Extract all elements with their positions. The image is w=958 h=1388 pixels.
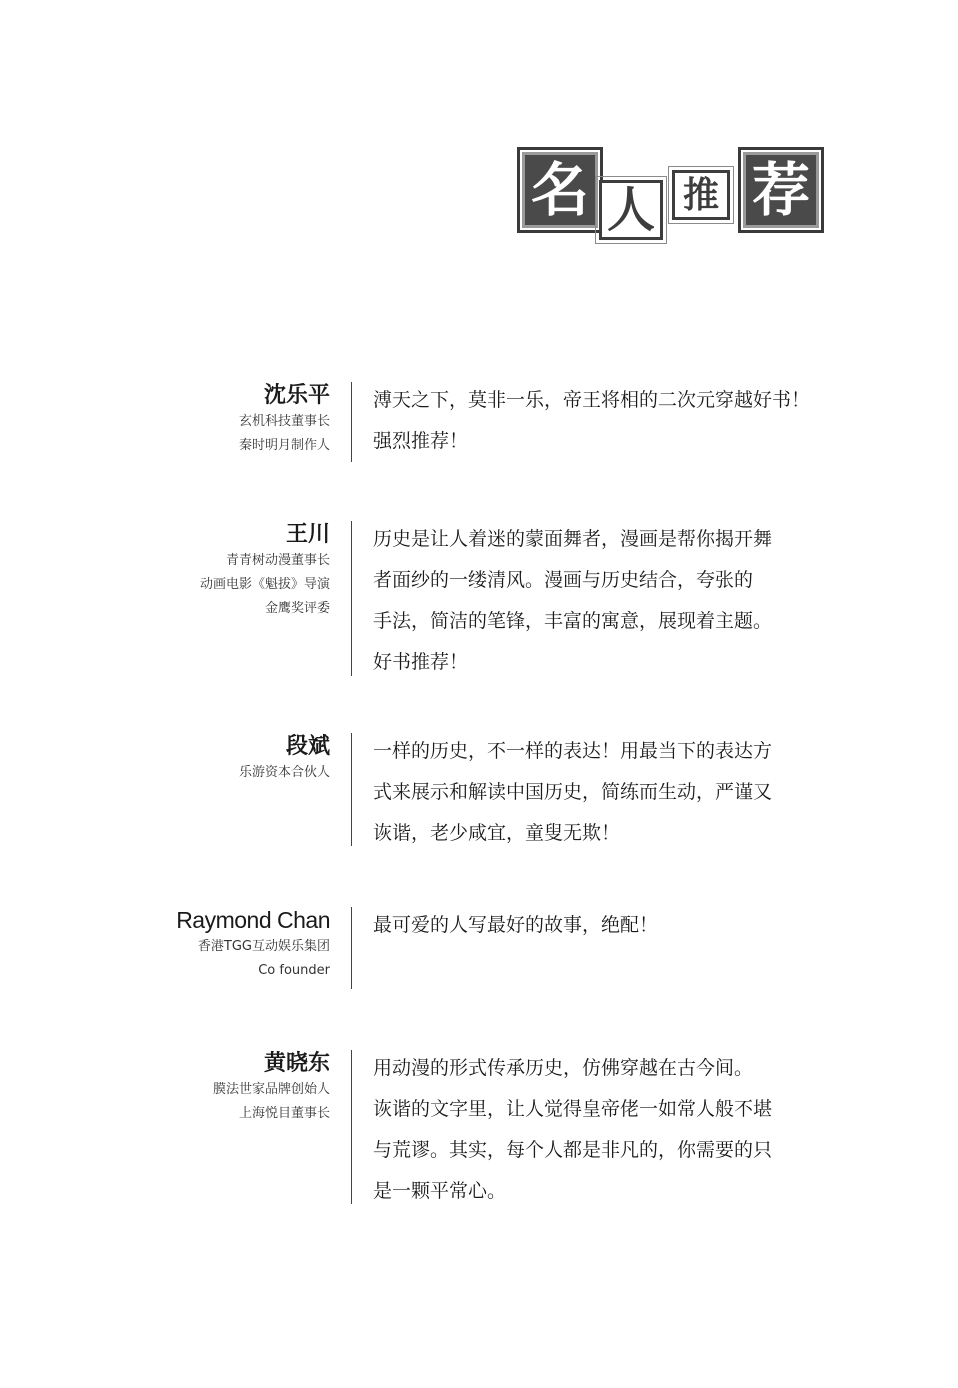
heading-char-3: 推 [682, 174, 719, 216]
vertical-divider [351, 1050, 352, 1204]
recommendation-quote [373, 1048, 833, 1212]
quote-line: 是一颗平常心。 [373, 1180, 507, 1202]
heading-seal-3 [672, 170, 730, 220]
recommender-info [90, 731, 330, 785]
recommender-title: 秦时明月制作人 [238, 438, 330, 453]
recommender-name: 沈乐平 [263, 382, 330, 408]
recommender-info [90, 905, 330, 983]
recommender-info [90, 1048, 330, 1126]
heading-seal-2 [599, 180, 663, 240]
recommender-title: 青青树动漫董事长 [225, 553, 330, 568]
vertical-divider [351, 521, 352, 676]
quote-line: 诙谐，老少咸宜，童叟无欺！ [373, 822, 621, 844]
recommendation-quote [373, 519, 833, 683]
recommender-title: 乐游资本合伙人 [238, 765, 330, 780]
recommender-info [90, 519, 330, 621]
quote-line: 好书推荐！ [373, 651, 469, 673]
quote-line: 溥天之下，莫非一乐，帝王将相的二次元穿越好书！ [373, 389, 811, 411]
recommender-title: Co founder [258, 963, 330, 978]
vertical-divider [351, 382, 352, 462]
quote-line: 历史是让人着迷的蒙面舞者，漫画是帮你揭开舞 [373, 528, 773, 550]
quote-line: 者面纱的一缕清风。漫画与历史结合，夸张的 [373, 569, 754, 591]
quote-line: 强烈推荐！ [373, 430, 469, 452]
recommendation-quote [373, 380, 833, 462]
recommender-title: 玄机科技董事长 [238, 414, 330, 429]
recommender-info [90, 380, 330, 458]
recommender-title: 金鹰奖评委 [264, 601, 330, 616]
heading-seal-4 [743, 152, 819, 228]
vertical-divider [351, 733, 352, 846]
heading-char-1: 名 [530, 156, 589, 224]
recommender-name: Raymond Chan [176, 907, 330, 933]
recommendation-quote [373, 731, 833, 854]
heading-char-2: 人 [606, 182, 655, 238]
recommender-title: 上海悦目董事长 [238, 1106, 330, 1121]
recommender-title: 香港TGG互动娱乐集团 [197, 939, 330, 954]
quote-line: 一样的历史，不一样的表达！用最当下的表达方 [373, 740, 773, 762]
quote-line: 式来展示和解读中国历史，简练而生动，严谨又 [373, 781, 773, 803]
recommender-name: 黄晓东 [263, 1050, 330, 1076]
recommender-name: 王川 [285, 521, 330, 547]
recommender-name: 段斌 [285, 733, 330, 759]
quote-line: 用动漫的形式传承历史，仿佛穿越在古今间。 [373, 1057, 754, 1079]
recommendation-quote [373, 905, 833, 946]
heading-char-4: 荐 [751, 156, 810, 224]
quote-line: 最可爱的人写最好的故事，绝配！ [373, 914, 659, 936]
page-heading [0, 0, 958, 260]
quote-line: 手法，简洁的笔锋，丰富的寓意，展现着主题。 [373, 610, 773, 632]
quote-line: 诙谐的文字里，让人觉得皇帝佬一如常人般不堪 [373, 1098, 773, 1120]
recommender-title: 动画电影《魁拔》导演 [199, 577, 330, 592]
quote-line: 与荒谬。其实，每个人都是非凡的，你需要的只 [373, 1139, 773, 1161]
vertical-divider [351, 907, 352, 989]
heading-seal-1 [522, 152, 598, 228]
recommender-title: 膜法世家品牌创始人 [212, 1082, 330, 1097]
